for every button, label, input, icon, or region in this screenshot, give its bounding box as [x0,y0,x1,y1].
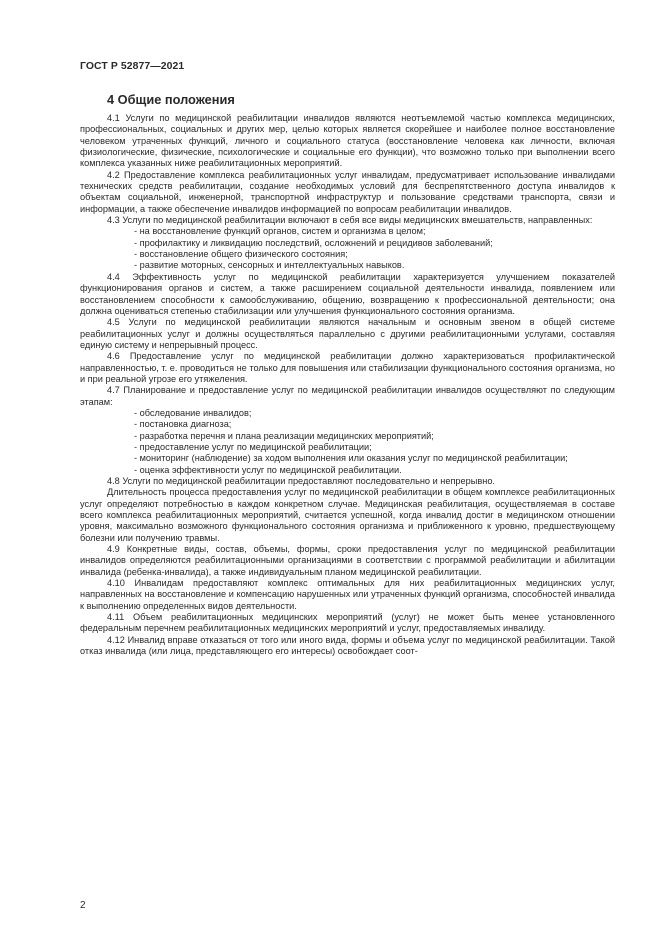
page-number: 2 [80,900,86,911]
list-item: - обследование инвалидов; [134,407,252,418]
list-item: - оценка эффективности услуг по медицинской реабилитации. [134,464,402,475]
paragraph: Длительность процесса предоставления услуг по медицинской реабилитации в общем комплексе реабилитационных услуг определяют потребностью в каждом конкретном случае. Медицинская реабилитация, осуществляемая в составе всего комплекса реабилитационных мероприятий, считается успешной, когда инвалид достиг в медицинском отношении уровня, максимально возможного функционального состояния организма и приближенного к уровню, предшествующему болезни или получению травмы. [80,487,615,543]
list-item: - предоставление услуг по медицинской реабилитации; [134,441,372,452]
list-item: - разработка перечня и плана реализации медицинских мероприятий; [134,430,434,441]
paragraph: 4.9 Конкретные виды, состав, объемы, формы, сроки предоставления услуг по медицинской реабилитации инвалидов определяются реабилитационными организациями в соответствии с программой реабилитации и абилитации инвалида (ребенка-инвалида), а также индивидуальным планом медицинской реабилитации. [80,544,615,577]
document-body [80,113,615,658]
paragraph: 4.7 Планирование и предоставление услуг по медицинской реабилитации инвалидов осуществляют по следующим этапам: [80,385,615,407]
paragraph: 4.8 Услуги по медицинской реабилитации предоставляют последовательно и непрерывно. [107,476,495,486]
section-title: 4 Общие положения [107,92,235,107]
paragraph: 4.5 Услуги по медицинской реабилитации являются начальным и основным звеном в общей системе реабилитационных услуг и должны осуществляться параллельно с другими реабилитационными услугами, составляя единую систему и непрерывный процесс. [80,317,615,350]
paragraph: 4.1 Услуги по медицинской реабилитации инвалидов являются неотъемлемой частью комплекса медицинских, профессиональных, социальных и других мер, целью которых является скорейшее и наиболее полное восстановление человеком утраченных функций, личного и социального статуса (восстановление человека как личности, включая физиологические, физические, психологические и социальные его функции), что возможно только при выполнении всего комплекса указанных ниже реабилитационных мероприятий. [80,113,615,169]
list-item: - постановка диагноза; [134,419,232,430]
paragraph: 4.4 Эффективность услуг по медицинской реабилитации характеризуется улучшением показателей функционирования органов и систем, а также расширением социальной деятельности инвалида, появлением или восстановлением способности к самообслуживанию, общению, возвращению к профессиональной деятельности; она должна оцениваться степенью стабилизации или улучшения функционального состояния организма. [80,271,615,316]
paragraph: 4.11 Объем реабилитационных медицинских мероприятий (услуг) не может быть менее установленного федеральным перечнем реабилитационных медицинских мероприятий и услуг, предоставляемых инвалиду. [80,612,615,634]
list-item: - развитие моторных, сенсорных и интеллектуальных навыков. [134,260,405,271]
paragraph: 4.3 Услуги по медицинской реабилитации включают в себя все виды медицинских вмешательств, направленных: [107,215,593,226]
list-item: - восстановление общего физического состояния; [134,249,348,260]
document-header: ГОСТ Р 52877—2021 [80,61,185,72]
list-item: - мониторинг (наблюдение) за ходом выполнения или оказания услуг по медицинской реабилитации; [134,453,568,464]
paragraph: 4.12 Инвалид вправе отказаться от того или иного вида, формы и объема услуг по медицинской реабилитации. Такой отказ инвалида (или лица, представляющего его интересы) освобождает соот- [80,634,615,657]
paragraph: 4.6 Предоставление услуг по медицинской реабилитации должно характеризоваться профилактической направленностью, т. е. проводиться не только для повышения или стабилизации функционального состояния организма, но и при реальной угрозе его утяжеления. [80,351,615,384]
list-item: - на восстановление функций органов, систем и организма в целом; [134,226,426,237]
list-item: - профилактику и ликвидацию последствий, осложнений и рецидивов заболеваний; [134,237,493,248]
paragraph: 4.10 Инвалидам предоставляют комплекс оптимальных для них реабилитационных медицинских услуг, направленных на восстановление и компенсацию нарушенных или утраченных функций организма, способностей инвалида к выполнению определенных видов деятельности. [80,578,615,611]
paragraph: 4.2 Предоставление комплекса реабилитационных услуг инвалидам, предусматривает использование инвалидами технических средств реабилитации, создание необходимых условий для беспрепятственного доступа инвалидов к объектам социальной, инженерной, транспортной инфраструктур и пользование средствами транспорта, связи и информации, а также обеспечение инвалидов информацией по вопросам реабилитации инвалидов. [80,169,615,214]
